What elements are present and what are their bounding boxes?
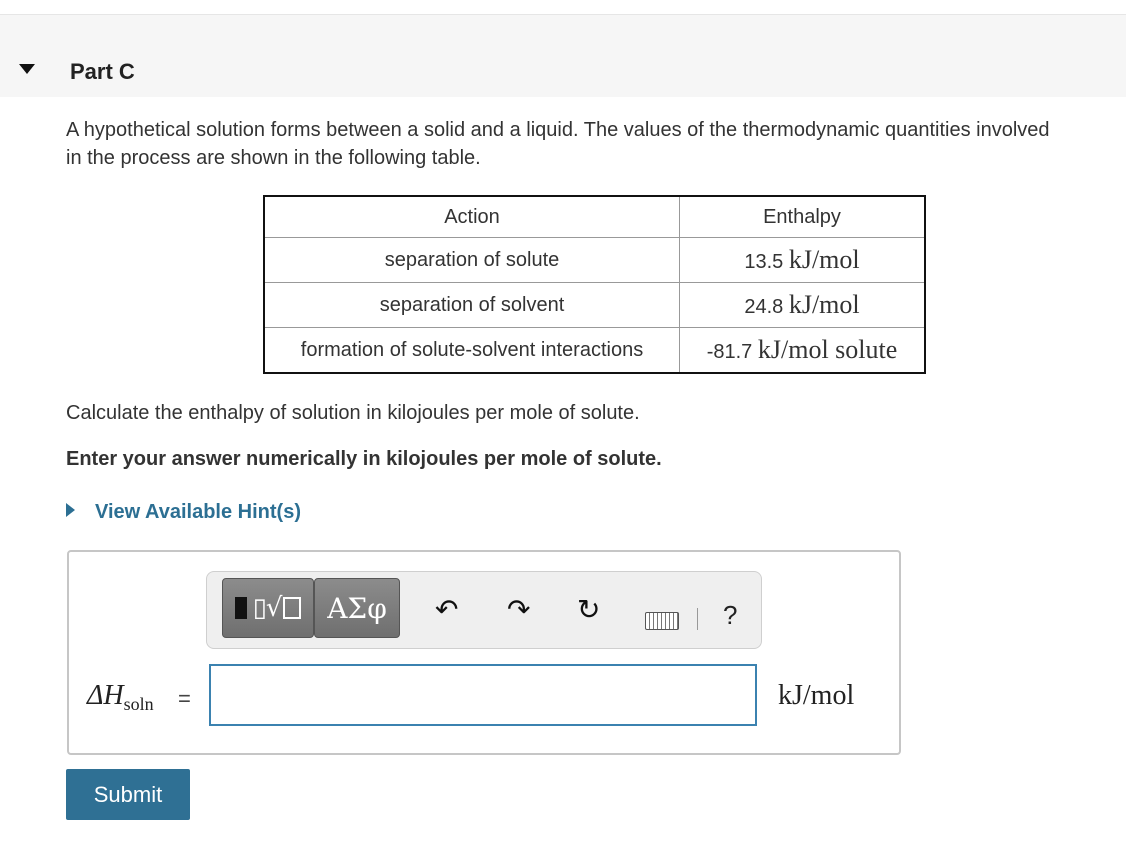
variable-main: ΔH xyxy=(87,680,124,711)
math-toolbar xyxy=(206,571,762,649)
template-box-icon xyxy=(283,597,301,619)
answer-unit: kJ/mol xyxy=(778,680,855,711)
undo-icon[interactable]: ↶ xyxy=(435,593,459,626)
redo-icon[interactable]: ↷ xyxy=(507,593,531,626)
enthalpy-value: -81.7 xyxy=(706,341,753,363)
part-header[interactable] xyxy=(0,14,1126,97)
enthalpy-unit: kJ/mol xyxy=(788,290,860,319)
enthalpy-unit: kJ/mol solute xyxy=(757,335,898,364)
answer-input[interactable] xyxy=(209,664,757,726)
symbols-button[interactable]: ΑΣφ xyxy=(314,578,400,638)
view-hints-link[interactable]: View Available Hint(s) xyxy=(95,501,301,523)
part-title: Part C xyxy=(70,59,135,84)
variable-label xyxy=(87,680,154,712)
question-text: Calculate the enthalpy of solution in kilojoules per mole of solute. xyxy=(66,402,640,424)
enthalpy-value: 24.8 xyxy=(744,296,784,318)
instruction-text: Enter your answer numerically in kilojoules per mole of solute. xyxy=(66,448,662,470)
collapse-caret-icon[interactable] xyxy=(19,64,35,74)
row-enthalpy xyxy=(680,238,926,283)
enthalpy-unit: kJ/mol xyxy=(788,245,860,274)
table-row xyxy=(264,283,925,328)
row-action: formation of solute-solvent interactions xyxy=(264,328,680,374)
intro-text: A hypothetical solution forms between a solid and a liquid. The values of the thermodynamic quantities involved in the process are shown in the following table. xyxy=(66,119,1050,169)
equals-sign: = xyxy=(178,686,191,711)
sqrt-template-icon: ▯√ xyxy=(252,593,282,623)
thermodynamic-table xyxy=(263,195,926,374)
template-block-icon xyxy=(235,597,247,619)
help-icon[interactable]: ? xyxy=(723,600,738,630)
templates-button[interactable] xyxy=(222,578,314,638)
row-action: separation of solvent xyxy=(264,283,680,328)
table-header-row xyxy=(264,196,925,238)
reset-icon[interactable]: ↻ xyxy=(577,593,601,626)
variable-subscript: soln xyxy=(123,694,154,714)
toolbar-divider xyxy=(697,608,698,630)
row-enthalpy xyxy=(680,328,926,374)
row-enthalpy xyxy=(680,283,926,328)
header-action: Action xyxy=(264,196,680,238)
enthalpy-value: 13.5 xyxy=(744,251,784,273)
submit-button[interactable]: Submit xyxy=(66,769,190,820)
header-enthalpy: Enthalpy xyxy=(680,196,926,238)
keyboard-icon[interactable] xyxy=(645,612,679,630)
table-row xyxy=(264,238,925,283)
row-action: separation of solute xyxy=(264,238,680,283)
table-row xyxy=(264,328,925,374)
hint-expand-icon[interactable] xyxy=(66,503,75,517)
